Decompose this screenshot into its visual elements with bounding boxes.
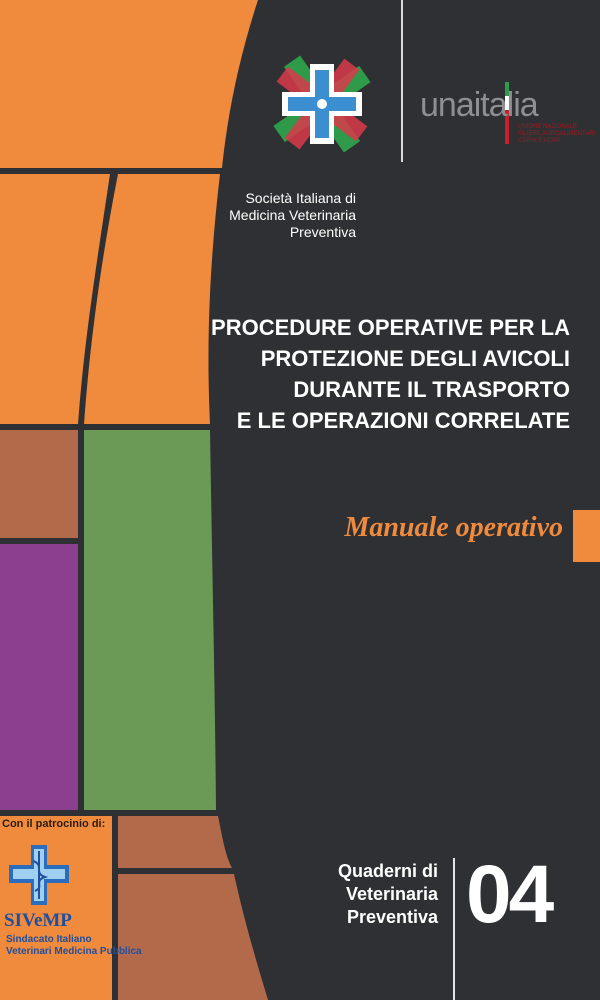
header-divider xyxy=(401,0,403,162)
title-line: PROTEZIONE DEGLI AVICOLI xyxy=(260,346,570,371)
simvp-logo xyxy=(271,53,373,155)
series-name xyxy=(278,860,438,929)
patronage-label: Con il patrocinio di: xyxy=(2,818,106,830)
unaitalia-tagline-line: CARNI E UOVA xyxy=(518,138,561,144)
unaitalia-tagline xyxy=(518,124,595,145)
series-name-line: Preventiva xyxy=(346,907,438,927)
society-name xyxy=(222,190,356,241)
series-name-line: Quaderni di xyxy=(337,861,438,881)
sivemp-description-line: Veterinari Medicina Pubblica xyxy=(6,946,142,957)
series-number: 04 xyxy=(466,849,552,940)
unaitalia-tagline-line: UNIONE NAZIONALE xyxy=(518,124,578,130)
document-title xyxy=(170,312,570,436)
title-line: DURANTE IL TRASPORTO xyxy=(293,377,570,402)
series-name-line: Veterinaria xyxy=(345,884,438,904)
title-line: E LE OPERAZIONI CORRELATE xyxy=(236,408,570,433)
society-name-line: Medicina Veterinaria xyxy=(229,207,356,223)
unaitalia-logo: unaitalia xyxy=(420,86,538,124)
society-name-line: Preventiva xyxy=(289,224,356,240)
title-line: PROCEDURE OPERATIVE PER LA xyxy=(211,315,570,340)
unaitalia-tagline-line: FILIERE AGROALIMENTARI xyxy=(518,131,596,137)
document-subtitle: Manuale operativo xyxy=(344,512,563,543)
subtitle-tab xyxy=(573,510,600,562)
sivemp-name: SIVeMP xyxy=(4,910,72,931)
sivemp-description xyxy=(6,934,142,958)
society-name-line: Società Italiana di xyxy=(245,190,356,206)
series-divider xyxy=(453,858,455,1000)
sivemp-description-line: Sindacato Italiano xyxy=(6,934,92,945)
